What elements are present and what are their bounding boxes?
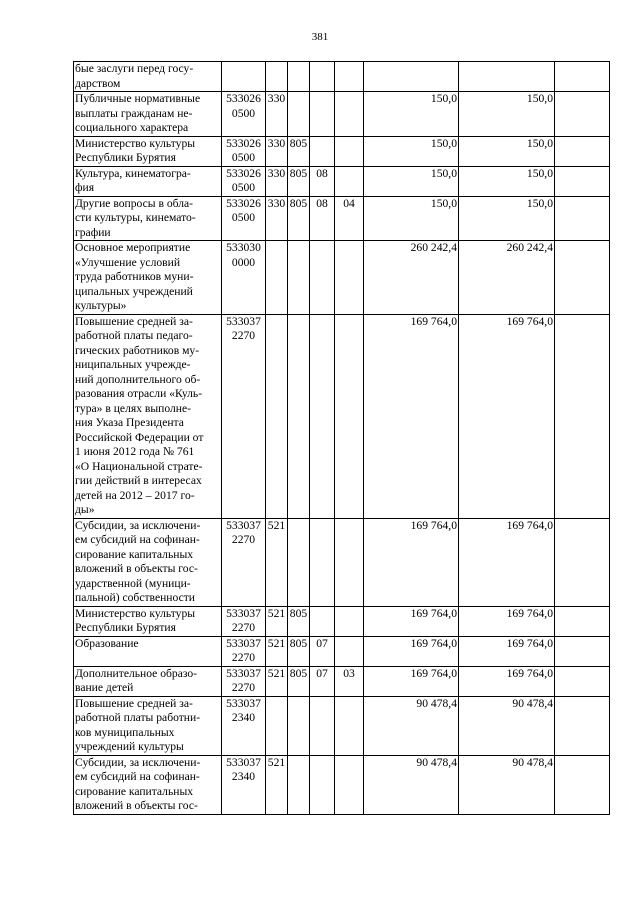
target-article-code-cell	[222, 636, 266, 666]
table-row	[74, 314, 610, 518]
row-name-cell	[74, 166, 222, 196]
table-row	[74, 666, 610, 696]
target-article-code-part: 533026	[226, 92, 261, 105]
amount-2-cell: 169 764,0	[459, 518, 555, 606]
table-row	[74, 62, 610, 92]
amount-1-cell: 150,0	[364, 136, 459, 166]
row-name-line: ем субсидий на софинан-	[75, 533, 200, 546]
row-name-line: ципальных учреждений	[75, 284, 193, 298]
row-name-line: гии действий в интересах	[75, 474, 202, 487]
target-article-code-part: 2340	[231, 770, 256, 783]
row-name-cell	[74, 606, 222, 636]
row-name-line: пальной) собственности	[75, 591, 196, 604]
target-article-code-part: 2270	[231, 533, 256, 546]
amount-2-cell: 90 478,4	[459, 755, 555, 814]
amount-1-cell: 150,0	[364, 92, 459, 137]
subsection-cell	[335, 314, 364, 518]
row-name-line: социального характера	[75, 121, 189, 134]
expense-type-cell: 521	[266, 518, 288, 606]
amount-2-cell: 150,0	[459, 166, 555, 196]
row-name-line: разования отрасли «Куль-	[75, 387, 203, 400]
target-article-code-cell	[222, 136, 266, 166]
expense-type-cell: 521	[266, 606, 288, 636]
row-name-line: сти культуры, кинемато-	[75, 211, 196, 224]
target-article-code-part: 0500	[231, 151, 256, 164]
row-name-line: Министерство культуры	[75, 136, 196, 150]
target-article-code-part: 0500	[231, 181, 256, 194]
amount-1-cell: 90 478,4	[364, 755, 459, 814]
target-article-code-part: 0000	[231, 255, 256, 269]
table-row	[74, 196, 610, 241]
amount-1-cell: 150,0	[364, 196, 459, 241]
row-name-cell	[74, 92, 222, 137]
row-name-line: Публичные нормативные	[75, 92, 201, 105]
empty-cell	[555, 136, 610, 166]
row-name-cell	[74, 518, 222, 606]
row-name-line: Республики Бурятия	[75, 621, 176, 634]
row-name-line: ний дополнительного об-	[75, 372, 201, 386]
admin-code-cell	[288, 314, 310, 518]
target-article-code-part: 533037	[226, 518, 261, 532]
admin-code-cell	[288, 755, 310, 814]
section-cell: 08	[310, 166, 335, 196]
target-article-code-part: 2270	[231, 681, 256, 694]
subsection-cell	[335, 62, 364, 92]
target-article-code-cell	[222, 166, 266, 196]
row-name-line: ков муниципальных	[75, 725, 175, 739]
admin-code-cell	[288, 696, 310, 755]
empty-cell	[555, 314, 610, 518]
row-name-line: труда работников муни-	[75, 270, 194, 283]
row-name-line: «О Национальной страте-	[75, 459, 203, 473]
row-name-line: детей на 2012 – 2017 го-	[75, 488, 195, 502]
target-article-code-part: 2340	[231, 711, 256, 724]
row-name-line: ем субсидий на софинан-	[75, 770, 200, 783]
amount-1-cell: 169 764,0	[364, 518, 459, 606]
section-cell	[310, 755, 335, 814]
amount-2-cell	[459, 62, 555, 92]
expense-type-cell: 521	[266, 636, 288, 666]
row-name-line: ния Указа Президента	[75, 416, 184, 429]
target-article-code-cell	[222, 606, 266, 636]
empty-cell	[555, 196, 610, 241]
section-cell: 07	[310, 636, 335, 666]
row-name-cell	[74, 196, 222, 241]
expense-type-cell	[266, 241, 288, 315]
subsection-cell	[335, 636, 364, 666]
amount-1-cell: 169 764,0	[364, 636, 459, 666]
row-name-line: работной платы педаго-	[75, 329, 193, 342]
expense-type-cell: 521	[266, 666, 288, 696]
section-cell	[310, 314, 335, 518]
table-row	[74, 696, 610, 755]
row-name-line: Другие вопросы в обла-	[75, 196, 194, 210]
section-cell	[310, 136, 335, 166]
budget-table	[73, 61, 610, 815]
amount-2-cell: 150,0	[459, 196, 555, 241]
row-name-line: «Улучшение условий	[75, 255, 181, 269]
table-row	[74, 92, 610, 137]
target-article-code-cell	[222, 755, 266, 814]
row-name-line: Основное мероприятие	[75, 241, 191, 254]
target-article-code-part: 2270	[231, 329, 256, 342]
section-cell	[310, 241, 335, 315]
empty-cell	[555, 755, 610, 814]
admin-code-cell: 805	[288, 606, 310, 636]
row-name-line: Республики Бурятия	[75, 151, 176, 164]
empty-cell	[555, 666, 610, 696]
row-name-line: выплаты гражданам не-	[75, 106, 193, 120]
admin-code-cell: 805	[288, 166, 310, 196]
amount-2-cell: 150,0	[459, 92, 555, 137]
subsection-cell	[335, 166, 364, 196]
row-name-line: работной платы работни-	[75, 711, 201, 724]
admin-code-cell: 805	[288, 196, 310, 241]
row-name-line: культуры»	[75, 299, 127, 312]
subsection-cell	[335, 241, 364, 315]
subsection-cell	[335, 696, 364, 755]
row-name-line: Министерство культуры	[75, 606, 196, 620]
row-name-line: учреждений культуры	[75, 740, 184, 753]
amount-2-cell: 90 478,4	[459, 696, 555, 755]
row-name-cell	[74, 666, 222, 696]
target-article-code-part: 2270	[231, 621, 256, 634]
amount-2-cell: 169 764,0	[459, 666, 555, 696]
empty-cell	[555, 62, 610, 92]
row-name-line: графии	[75, 225, 111, 239]
section-cell	[310, 92, 335, 137]
page-number: 381	[311, 31, 329, 43]
expense-type-cell: 330	[266, 196, 288, 241]
row-name-line: фия	[75, 181, 95, 194]
row-name-cell	[74, 696, 222, 755]
target-article-code-part: 533030	[226, 241, 261, 254]
expense-type-cell	[266, 62, 288, 92]
target-article-code-part: 0500	[231, 211, 256, 224]
row-name-cell	[74, 636, 222, 666]
empty-cell	[555, 636, 610, 666]
empty-cell	[555, 92, 610, 137]
target-article-code-cell	[222, 314, 266, 518]
admin-code-cell	[288, 241, 310, 315]
section-cell: 08	[310, 196, 335, 241]
row-name-line: Повышение средней за-	[75, 696, 193, 710]
target-article-code-part: 533037	[226, 696, 261, 710]
target-article-code-cell	[222, 92, 266, 137]
row-name-line: тура» в целях выполне-	[75, 401, 191, 415]
expense-type-cell	[266, 696, 288, 755]
target-article-code-part: 533026	[226, 136, 261, 150]
admin-code-cell: 805	[288, 136, 310, 166]
table-row	[74, 636, 610, 666]
target-article-code-part: 0500	[231, 106, 256, 120]
empty-cell	[555, 241, 610, 315]
target-article-code-cell	[222, 518, 266, 606]
amount-1-cell: 90 478,4	[364, 696, 459, 755]
row-name-line: Образование	[75, 636, 139, 650]
admin-code-cell	[288, 92, 310, 137]
amount-1-cell: 260 242,4	[364, 241, 459, 315]
row-name-line: сирование капитальных	[75, 784, 194, 798]
admin-code-cell: 805	[288, 666, 310, 696]
table-row	[74, 136, 610, 166]
subsection-cell: 04	[335, 196, 364, 241]
subsection-cell	[335, 518, 364, 606]
target-article-code-part: 533037	[226, 606, 261, 620]
row-name-line: гических работников му-	[75, 343, 200, 357]
target-article-code-part: 533037	[226, 314, 261, 328]
amount-2-cell: 169 764,0	[459, 314, 555, 518]
admin-code-cell	[288, 518, 310, 606]
target-article-code-cell	[222, 196, 266, 241]
row-name-line: ды»	[75, 503, 95, 516]
section-cell: 07	[310, 666, 335, 696]
row-name-line: вложений в объекты гос-	[75, 799, 198, 812]
target-article-code-part: 533037	[226, 636, 261, 650]
row-name-line: вложений в объекты гос-	[75, 562, 198, 575]
expense-type-cell: 330	[266, 92, 288, 137]
section-cell	[310, 696, 335, 755]
row-name-cell	[74, 62, 222, 92]
row-name-line: Российской Федерации от	[75, 430, 204, 444]
row-name-line: вание детей	[75, 681, 134, 694]
target-article-code-part: 533037	[226, 666, 261, 680]
amount-1-cell: 169 764,0	[364, 314, 459, 518]
target-article-code-part: 533026	[226, 196, 261, 210]
target-article-code-part: 533037	[226, 755, 261, 769]
row-name-cell	[74, 241, 222, 315]
section-cell	[310, 62, 335, 92]
row-name-line: дарством	[75, 76, 121, 90]
budget-table-body	[74, 62, 610, 815]
row-name-line: Культура, кинематогра-	[75, 166, 191, 180]
expense-type-cell: 330	[266, 166, 288, 196]
table-row	[74, 241, 610, 315]
amount-1-cell: 150,0	[364, 166, 459, 196]
amount-1-cell: 169 764,0	[364, 666, 459, 696]
row-name-line: 1 июня 2012 года № 761	[75, 445, 195, 458]
target-article-code-part: 2270	[231, 651, 256, 664]
subsection-cell: 03	[335, 666, 364, 696]
target-article-code-cell	[222, 666, 266, 696]
table-row	[74, 166, 610, 196]
admin-code-cell: 805	[288, 636, 310, 666]
amount-2-cell: 260 242,4	[459, 241, 555, 315]
amount-2-cell: 169 764,0	[459, 636, 555, 666]
row-name-cell	[74, 136, 222, 166]
subsection-cell	[335, 136, 364, 166]
target-article-code-cell	[222, 62, 266, 92]
empty-cell	[555, 166, 610, 196]
table-row	[74, 755, 610, 814]
table-row	[74, 518, 610, 606]
subsection-cell	[335, 755, 364, 814]
empty-cell	[555, 696, 610, 755]
expense-type-cell	[266, 314, 288, 518]
row-name-line: ниципальных учрежде-	[75, 358, 191, 371]
amount-2-cell: 169 764,0	[459, 606, 555, 636]
table-row	[74, 606, 610, 636]
empty-cell	[555, 518, 610, 606]
admin-code-cell	[288, 62, 310, 92]
target-article-code-cell	[222, 241, 266, 315]
target-article-code-part: 533026	[226, 166, 261, 180]
row-name-line: Субсидии, за исключени-	[75, 755, 201, 769]
row-name-line: сирование капитальных	[75, 547, 194, 561]
expense-type-cell: 330	[266, 136, 288, 166]
row-name-cell	[74, 314, 222, 518]
row-name-line: Дополнительное образо-	[75, 666, 198, 680]
subsection-cell	[335, 92, 364, 137]
row-name-cell	[74, 755, 222, 814]
row-name-line: бые заслуги перед госу-	[75, 62, 194, 75]
empty-cell	[555, 606, 610, 636]
row-name-line: Повышение средней за-	[75, 314, 193, 328]
subsection-cell	[335, 606, 364, 636]
section-cell	[310, 606, 335, 636]
amount-1-cell: 169 764,0	[364, 606, 459, 636]
row-name-line: ударственной (муници-	[75, 576, 191, 590]
expense-type-cell: 521	[266, 755, 288, 814]
target-article-code-cell	[222, 696, 266, 755]
row-name-line: Субсидии, за исключени-	[75, 518, 201, 532]
amount-1-cell	[364, 62, 459, 92]
amount-2-cell: 150,0	[459, 136, 555, 166]
section-cell	[310, 518, 335, 606]
